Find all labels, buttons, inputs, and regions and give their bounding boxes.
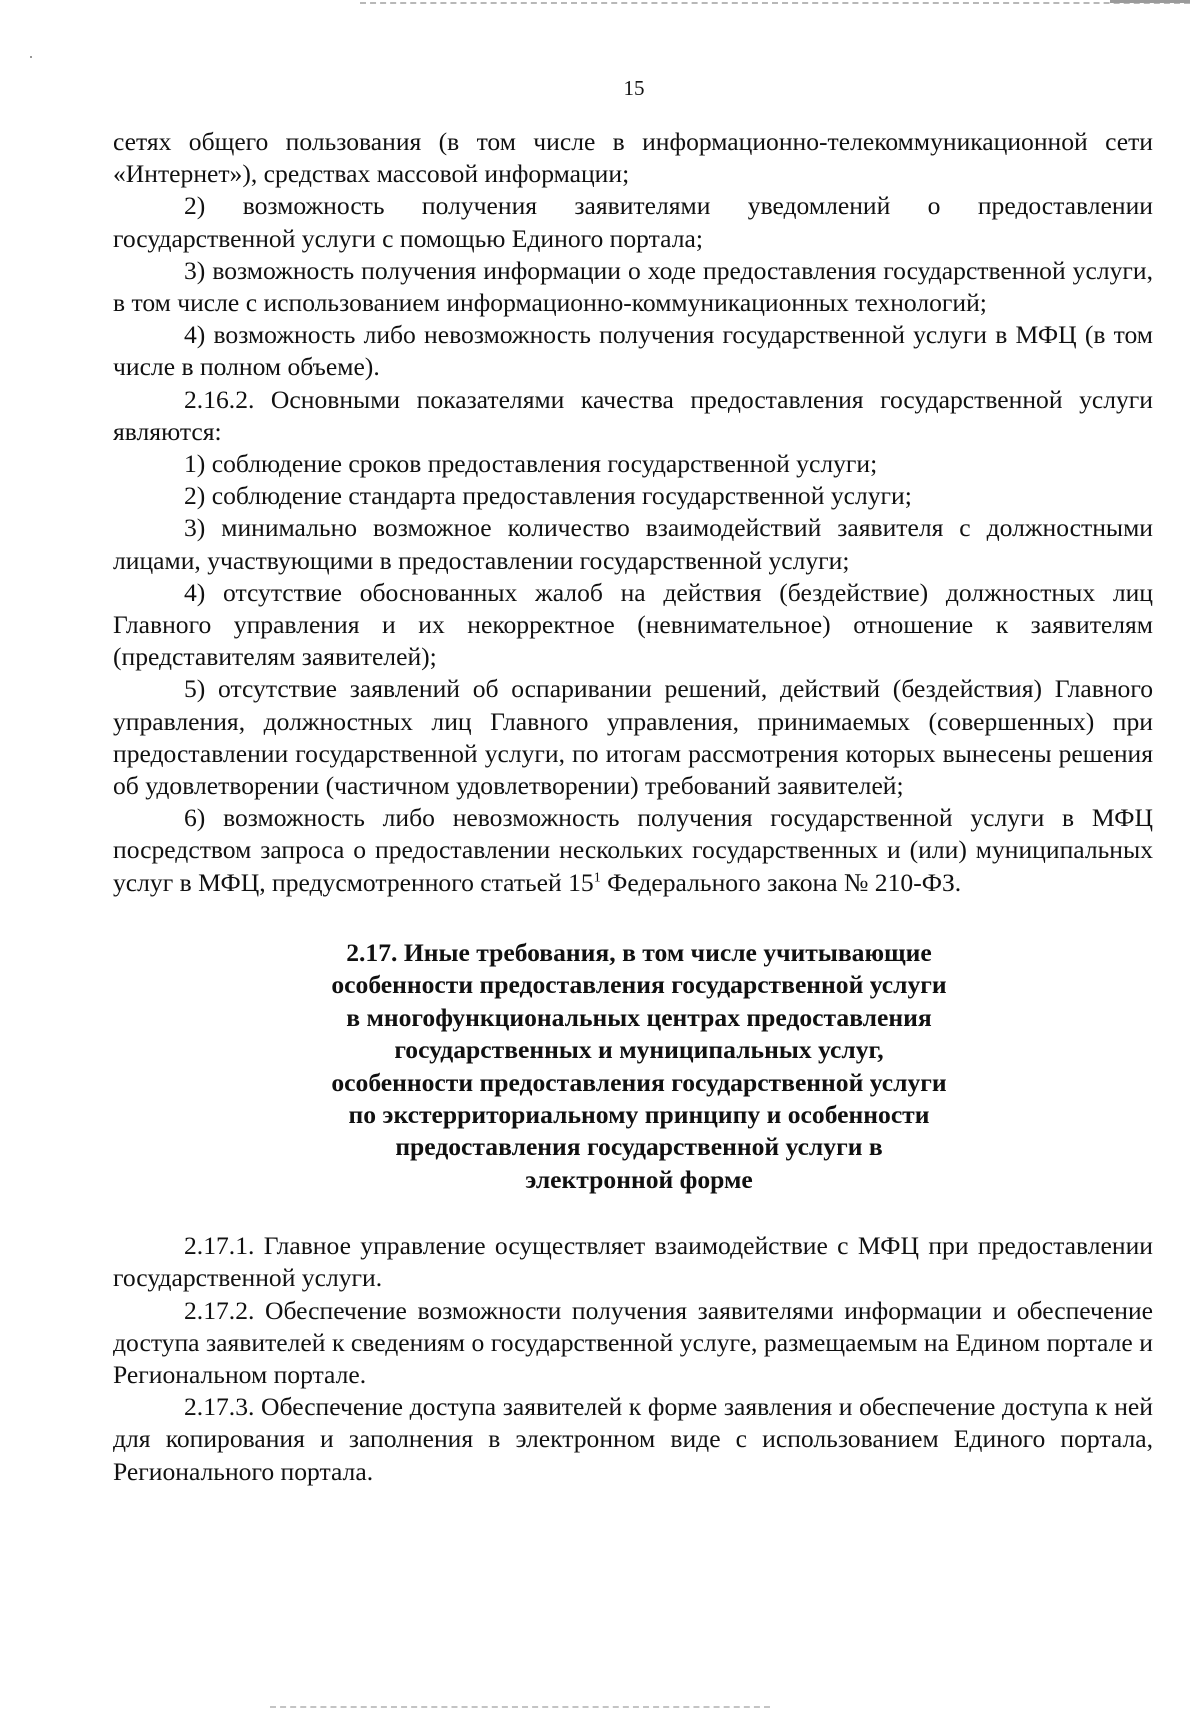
paragraph: 3) минимально возможное количество взаимодействий заявителя с должностными лицами, участвующими в предоставлении государственной услуги;	[113, 513, 1153, 575]
heading-line: государственных и муниципальных услуг,	[394, 1035, 884, 1065]
paragraph-text: 6) возможность либо невозможность получения государственной услуги в МФЦ посредством запроса о предоставлении нескольких государственных и (или) муниципальных услуг в МФЦ, предусмотренного статьей 15	[113, 803, 1153, 897]
paragraph-text: Федерального закона № 210-ФЗ.	[600, 867, 962, 897]
page-number: 15	[623, 76, 645, 100]
paragraph: 5) отсутствие заявлений об оспаривании решений, действий (бездействия) Главного управления, должностных лиц Главного управления, принимаемых (совершенных) при предоставлении государственной услуги, по итогам рассмотрения которых вынесены решения об удовлетворении (частичном удовлетворении) требований заявителей;	[113, 674, 1153, 801]
heading-line: в многофункциональных центрах предоставления	[346, 1002, 932, 1032]
heading-line: электронной форме	[525, 1164, 753, 1194]
paragraph: 2.17.2. Обеспечение возможности получения заявителями информации и обеспечение доступа заявителей к сведениям о государственной услуге, размещаемым на Едином портале и Региональном портале.	[113, 1295, 1153, 1389]
paragraph: сетях общего пользования (в том числе в информационно-телекоммуникационной сети «Интернет»), средствах массовой информации;	[113, 127, 1153, 189]
paragraph: 2) возможность получения заявителями уведомлений о предоставлении государственной услуги с помощью Единого портала;	[113, 191, 1153, 253]
heading-line: 2.17. Иные требования, в том числе учитывающие	[346, 937, 932, 967]
scan-edge-artifact	[270, 1706, 770, 1708]
superscript-marker: 1	[593, 870, 601, 886]
paragraph: 3) возможность получения информации о ходе предоставления государственной услуги, в том числе с использованием информационно-коммуникационных технологий;	[113, 255, 1153, 318]
paragraph: 2) соблюдение стандарта предоставления государственной услуги;	[184, 481, 912, 511]
paragraph: 2.17.1. Главное управление осуществляет взаимодействие с МФЦ при предоставлении государственной услуги.	[113, 1231, 1153, 1293]
heading-line: предоставления государственной услуги в	[395, 1132, 883, 1162]
scan-speck	[30, 56, 32, 58]
paragraph: 4) возможность либо невозможность получения государственной услуги в МФЦ (в том числе в полном объеме).	[113, 320, 1153, 382]
section-heading	[113, 937, 1153, 1196]
paragraph: 2.17.3. Обеспечение доступа заявителей к форме заявления и обеспечение доступа к ней для копирования и заполнения в электронном виде с использованием Единого портала, Регионального портала.	[113, 1392, 1153, 1486]
scan-edge-artifact	[360, 2, 1190, 4]
heading-line: особенности предоставления государственной услуги	[331, 1067, 947, 1097]
heading-line: особенности предоставления государственной услуги	[331, 970, 947, 1000]
heading-line: по экстерриториальному принципу и особенности	[348, 1099, 930, 1129]
paragraph: 4) отсутствие обоснованных жалоб на действия (бездействие) должностных лиц Главного управления и их некорректное (невнимательное) отношение к заявителям (представителям заявителей);	[113, 577, 1153, 672]
document-body	[113, 126, 1153, 1488]
paragraph: 2.16.2. Основными показателями качества предоставления государственной услуги являются:	[113, 384, 1153, 446]
paragraph: 1) соблюдение сроков предоставления государственной услуги;	[184, 449, 878, 479]
paragraph-with-footnote	[113, 802, 1153, 899]
scan-edge-artifact	[1110, 0, 1190, 3]
